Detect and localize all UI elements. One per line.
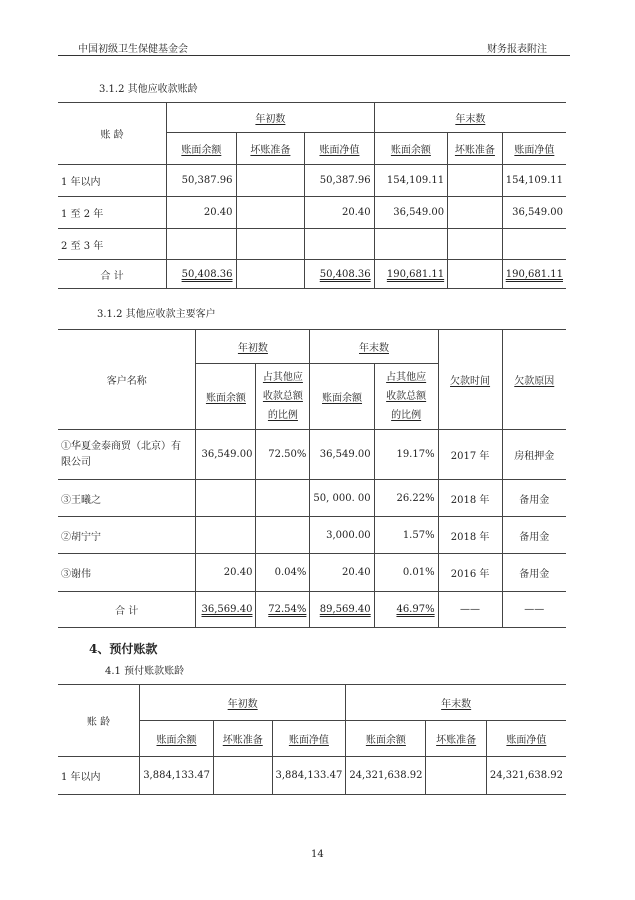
col-header: 账面净值 — [272, 721, 346, 757]
total-row — [58, 592, 566, 628]
col-header: 账面余额 — [140, 721, 214, 757]
table-row — [58, 554, 566, 592]
cell: 2016 年 — [438, 554, 502, 592]
cell — [236, 197, 305, 229]
header-left: 中国初级卫生保健基金会 — [78, 44, 188, 55]
aging-table-receivables — [58, 102, 566, 289]
section3-caption: 4.1 预付账款账龄 — [105, 666, 185, 677]
cell: 20.40 — [196, 554, 256, 592]
cell — [196, 517, 256, 554]
cell — [502, 229, 566, 260]
page-number: 14 — [311, 849, 324, 860]
cell — [236, 165, 305, 197]
cell — [374, 229, 447, 260]
table-row — [58, 430, 566, 480]
table-row — [58, 197, 566, 229]
cell: 72.50% — [256, 430, 310, 480]
cell: 154,109.11 — [502, 165, 566, 197]
cell: 190,681.11 — [374, 260, 447, 289]
row-label: 2 至 3 年 — [58, 229, 167, 260]
cell: 0.04% — [256, 554, 310, 592]
cell: 24,321,638.92 — [346, 757, 426, 795]
cell — [256, 480, 310, 517]
cell: 2017 年 — [438, 430, 502, 480]
col-header: 坏账准备 — [426, 721, 486, 757]
name-header: 客户名称 — [58, 330, 196, 430]
cell: 36,549.00 — [374, 197, 447, 229]
cell: 房租押金 — [502, 430, 566, 480]
col-header-ratio: 占其他应 收款总额 的比例 — [256, 364, 310, 430]
cell: 2018 年 — [438, 517, 502, 554]
cell: —— — [502, 592, 566, 628]
cell — [448, 165, 503, 197]
cell: 3,000.00 — [310, 517, 374, 554]
cell — [448, 229, 503, 260]
cell: 1.57% — [374, 517, 438, 554]
table-row — [58, 517, 566, 554]
table-row — [58, 229, 566, 260]
cell: 46.97% — [374, 592, 438, 628]
row-label: 1 年以内 — [58, 757, 140, 795]
cell — [236, 260, 305, 289]
cell: 3,884,133.47 — [272, 757, 346, 795]
row-label: 1 年以内 — [58, 165, 167, 197]
cell: 50,387.96 — [305, 165, 374, 197]
cell — [305, 229, 374, 260]
section3-heading: 4、预付账款 — [89, 642, 158, 656]
col-header-ratio: 占其他应 收款总额 的比例 — [374, 364, 438, 430]
customer-name: ②胡宁宁 — [58, 517, 196, 554]
cell — [426, 757, 486, 795]
table-row — [58, 757, 566, 795]
cell — [213, 757, 272, 795]
cell: 50,408.36 — [167, 260, 236, 289]
col-header: 坏账准备 — [448, 133, 503, 165]
cell: 20.40 — [305, 197, 374, 229]
cell: 154,109.11 — [374, 165, 447, 197]
cell: 36,569.40 — [196, 592, 256, 628]
cell: 50,408.36 — [305, 260, 374, 289]
cell — [196, 480, 256, 517]
customer-name: ③谢伟 — [58, 554, 196, 592]
cell: 36,549.00 — [196, 430, 256, 480]
aging-table-prepayments — [58, 684, 566, 795]
cell: 50,387.96 — [167, 165, 236, 197]
customer-name: ③王曦之 — [58, 480, 196, 517]
cell: 20.40 — [167, 197, 236, 229]
table-row — [58, 165, 566, 197]
section1-caption: 3.1.2 其他应收款账龄 — [99, 84, 198, 95]
cell — [256, 517, 310, 554]
col-header: 账面余额 — [346, 721, 426, 757]
col-header: 账面余额 — [196, 364, 256, 430]
row-header: 账 龄 — [58, 685, 140, 757]
group-header-end: 年末数 — [310, 330, 438, 364]
cell: 50, 000. 00 — [310, 480, 374, 517]
cell — [448, 197, 503, 229]
cell: 26.22% — [374, 480, 438, 517]
col-header: 账面净值 — [486, 721, 566, 757]
cell: —— — [438, 592, 502, 628]
col-header: 账面净值 — [502, 133, 566, 165]
group-header-end: 年末数 — [346, 685, 566, 721]
customer-table — [58, 329, 566, 628]
cell: 36,549.00 — [502, 197, 566, 229]
cell: 24,321,638.92 — [486, 757, 566, 795]
total-label: 合 计 — [58, 260, 167, 289]
group-header-start: 年初数 — [167, 103, 375, 133]
cell: 3,884,133.47 — [140, 757, 214, 795]
time-header: 欠款时间 — [438, 330, 502, 430]
cell — [236, 229, 305, 260]
group-header-end: 年末数 — [374, 103, 566, 133]
total-label: 合 计 — [58, 592, 196, 628]
cell: 89,569.40 — [310, 592, 374, 628]
cell: 36,549.00 — [310, 430, 374, 480]
cell: 备用金 — [502, 517, 566, 554]
row-label: 1 至 2 年 — [58, 197, 167, 229]
cell: 备用金 — [502, 554, 566, 592]
cell: 备用金 — [502, 480, 566, 517]
cell: 72.54% — [256, 592, 310, 628]
table-row — [58, 480, 566, 517]
section2-caption: 3.1.2 其他应收款主要客户 — [97, 309, 216, 320]
cell — [167, 229, 236, 260]
header-rule — [58, 55, 570, 56]
col-header: 坏账准备 — [213, 721, 272, 757]
cell: 190,681.11 — [502, 260, 566, 289]
cell: 19.17% — [374, 430, 438, 480]
col-header: 账面净值 — [305, 133, 374, 165]
total-row — [58, 260, 566, 289]
customer-name: ①华夏金泰商贸（北京）有 限公司 — [58, 430, 196, 480]
cell: 2018 年 — [438, 480, 502, 517]
col-header: 账面余额 — [374, 133, 447, 165]
col-header: 账面余额 — [167, 133, 236, 165]
group-header-start: 年初数 — [140, 685, 346, 721]
row-header: 账 龄 — [58, 103, 167, 165]
col-header: 账面余额 — [310, 364, 374, 430]
cell — [448, 260, 503, 289]
cell: 0.01% — [374, 554, 438, 592]
header-right: 财务报表附注 — [487, 44, 547, 55]
reason-header: 欠款原因 — [502, 330, 566, 430]
cell: 20.40 — [310, 554, 374, 592]
group-header-start: 年初数 — [196, 330, 310, 364]
col-header: 坏账准备 — [236, 133, 305, 165]
